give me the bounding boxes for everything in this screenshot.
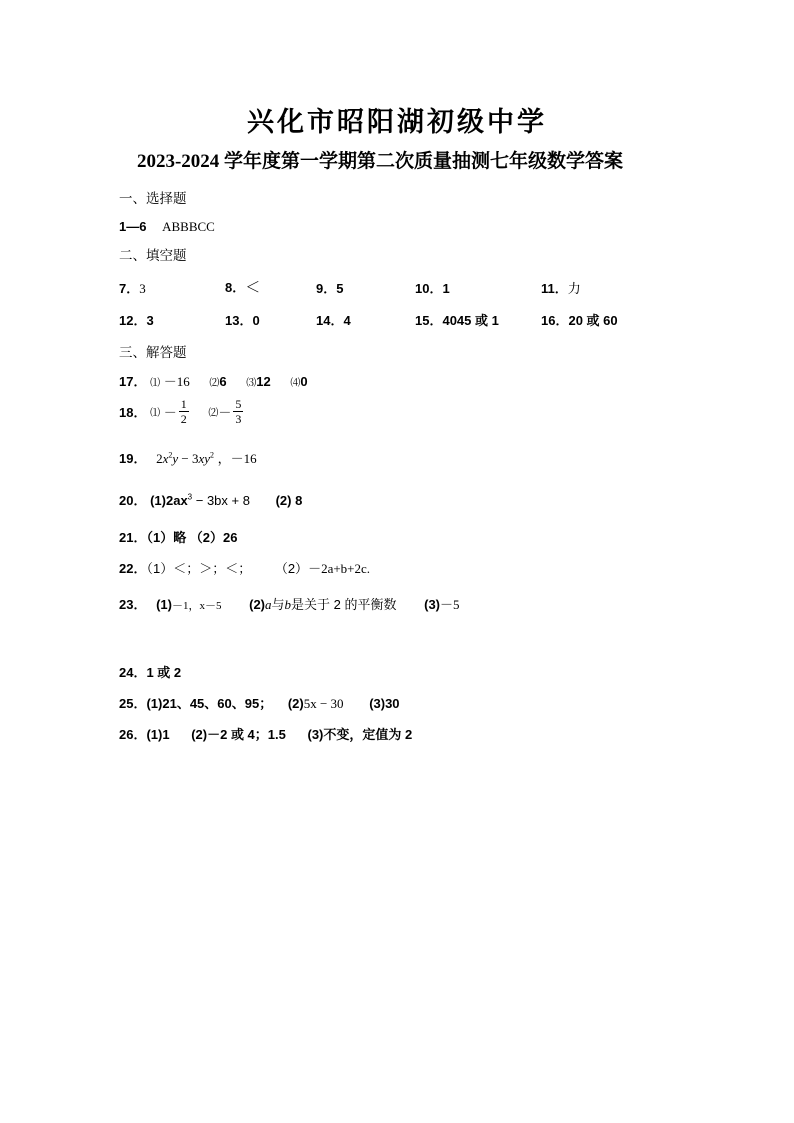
fill-item-14 [316, 310, 351, 329]
question-number: 22． [119, 561, 147, 576]
fill-item-number: 7． [119, 281, 140, 296]
q19-value: ，－16 [217, 451, 257, 466]
question-number: 19． [119, 451, 147, 466]
answer-q24 [119, 662, 181, 681]
part-answer: 12 [256, 374, 271, 389]
part-label: (2) [287, 696, 304, 711]
fraction-one-half [179, 397, 189, 426]
expr-exponent: 2 [210, 450, 215, 460]
answer-q21 [119, 527, 238, 546]
part-answer: a [265, 597, 272, 612]
fill-item-number: 14． [316, 313, 344, 328]
fill-item-answer: ＜ [245, 279, 261, 296]
part-answer: b [284, 597, 292, 612]
part-answer: (1)2ax [150, 493, 188, 508]
fill-item-answer: 1 [442, 281, 450, 296]
expr-exponent: 3 [187, 492, 193, 502]
question-number: 24． [119, 665, 147, 680]
fraction-sign: － [163, 405, 177, 420]
part-label: ⑵ [209, 378, 220, 389]
fill-item-13 [225, 310, 260, 329]
expr-part: x [162, 451, 169, 466]
fill-item-8 [225, 276, 260, 297]
exam-title: 2023-2024 学年度第一学期第二次质量抽测七年级数学答案 [136, 151, 624, 172]
fraction-sign: － [218, 405, 232, 420]
part-answer: －1，x－5 [171, 600, 222, 612]
part-answer: －5 [440, 597, 460, 612]
fraction-numerator: 1 [180, 397, 187, 411]
expr-part: 2 [156, 451, 163, 466]
fill-item-10 [415, 278, 450, 297]
q19-expression [156, 451, 214, 466]
part-label: (3) [424, 597, 440, 612]
section-choice-heading: 一、选择题 [119, 191, 187, 206]
expr-part: xy [198, 451, 211, 466]
question-number: 25． [119, 696, 147, 711]
part-answer: －2a+b+2c. [308, 561, 371, 576]
expr-part: − 3 [178, 451, 199, 466]
answer-q23 [119, 594, 460, 613]
fill-item-number: 16． [541, 313, 569, 328]
expr-part: y [172, 451, 179, 466]
part-label: （2） [274, 561, 309, 576]
fraction-numerator: 5 [235, 397, 242, 411]
question-number: 23． [119, 597, 147, 612]
question-number: 18． [119, 405, 147, 420]
part-answer: 与 [271, 597, 285, 612]
fill-item-number: 11． [541, 281, 568, 296]
part-label: ⑴ [150, 408, 161, 419]
part-answer: （1）＜；＞；＜； [146, 561, 252, 576]
fill-item-answer: 20 或 60 [568, 313, 618, 328]
fill-item-number: 9． [316, 281, 337, 296]
answer-q26 [119, 724, 412, 743]
part-label: (2) [249, 597, 265, 612]
part-label: ⑶ [246, 378, 257, 389]
part-answer: (3)不变，定值为 2 [307, 727, 413, 742]
section-solve-heading: 三、解答题 [119, 345, 187, 360]
fill-item-number: 15． [415, 313, 443, 328]
part-label: ⑷ [290, 378, 301, 389]
question-number: 21． [119, 530, 147, 545]
fill-item-number: 13． [225, 313, 253, 328]
fill-item-15 [415, 310, 499, 329]
fill-item-answer: 力 [567, 281, 581, 296]
part-label: ⑵ [208, 408, 219, 419]
choice-number-range: 1—6 [119, 219, 147, 234]
part-answer: (2) 8 [275, 493, 303, 508]
part-answer: －16 [163, 374, 190, 389]
fill-item-answer: 3 [146, 313, 154, 328]
fill-item-answer: 4 [343, 313, 351, 328]
answer-q19 [119, 448, 257, 467]
part-answer: 0 [300, 374, 308, 389]
part-answer: (1)1 [146, 727, 170, 742]
part-label: (1) [156, 597, 172, 612]
fill-item-number: 8． [225, 280, 246, 295]
fill-item-9 [316, 278, 343, 297]
fill-item-answer: 0 [252, 313, 260, 328]
fill-item-number: 10． [415, 281, 443, 296]
answer-q22 [119, 558, 370, 577]
part-answer: 5x − 30 [303, 696, 344, 711]
fraction-five-thirds [233, 397, 243, 426]
fill-item-11 [541, 278, 581, 297]
fill-item-12 [119, 310, 154, 329]
answer-q25 [119, 693, 400, 712]
question-number: 20． [119, 493, 147, 508]
answer-q17 [119, 371, 308, 390]
part-answer: 是关于 2 的平衡数 [291, 597, 397, 612]
part-answer: (1)21、45、60、95； [146, 696, 273, 711]
question-number: 17． [119, 374, 147, 389]
part-label: ⑴ [150, 378, 161, 389]
part-answer: (2)－2 或 4；1.5 [191, 727, 286, 742]
fill-item-answer: 4045 或 1 [442, 313, 499, 328]
fill-item-answer: 3 [139, 281, 146, 296]
choice-answer-row [119, 219, 215, 235]
part-answer: 6 [219, 374, 227, 389]
part-answer: （1）略 （2）26 [146, 530, 238, 545]
school-name: 兴化市昭阳湖初级中学 [247, 107, 547, 138]
choice-answer-letters: ABBBCC [162, 219, 215, 234]
fill-item-16 [541, 310, 618, 329]
answer-q18 [119, 397, 245, 426]
expr-exponent: 2 [168, 450, 173, 460]
part-answer-tail: − 3bx + 8 [192, 493, 250, 508]
fraction-denominator: 2 [180, 412, 187, 426]
answer-q20 [119, 490, 302, 509]
fill-item-7 [119, 278, 146, 297]
part-answer: (3)30 [369, 696, 400, 711]
fill-item-number: 12． [119, 313, 147, 328]
section-fill-heading: 二、填空题 [119, 248, 187, 263]
fraction-denominator: 3 [235, 412, 242, 426]
question-number: 26． [119, 727, 147, 742]
part-answer: 1 或 2 [146, 665, 182, 680]
fill-item-answer: 5 [336, 281, 344, 296]
